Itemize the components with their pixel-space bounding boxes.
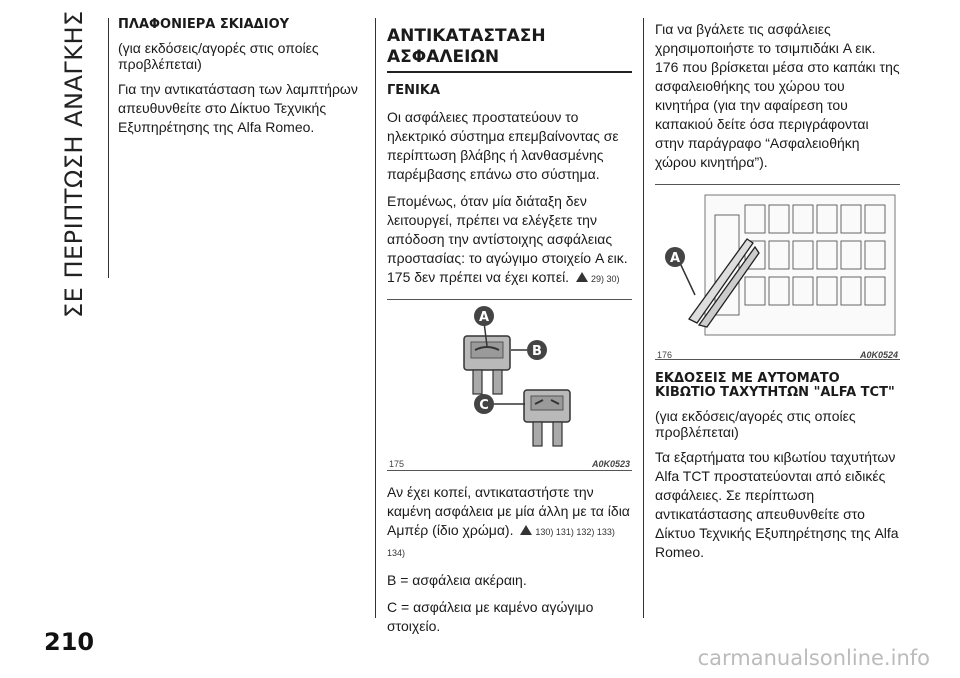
availability-note: (για εκδόσεις/αγορές στις οποίες προβλέπεται) [655, 408, 856, 440]
column-3 [655, 20, 900, 570]
figure-code: A0K0524 [859, 350, 898, 360]
figure-caption [387, 455, 632, 474]
paragraph: Για να βγάλετε τις ασφάλειες χρησιμοποιήστε το τσιμπιδάκι A εικ. 176 που βρίσκεται μέσα στο καπάκι της ασφαλειοθήκης του χώρου του κινητήρα (για την αφαίρεση του καπακιού δείτε όσα περιγράφονται στην παράγραφο “Ασφαλειοθήκη χώρου κινητήρα”). [655, 21, 900, 170]
sidebar-divider [108, 18, 109, 278]
subheading-general: ΓΕΝΙΚΑ [387, 83, 441, 98]
figure-code: A0K0523 [591, 459, 630, 469]
paragraph [387, 192, 632, 289]
paragraph [387, 483, 632, 563]
warning-refs: 29) 30) [590, 274, 620, 284]
availability-note: (για εκδόσεις/αγορές στις οποίες προβλέπεται) [118, 40, 319, 72]
column-divider [643, 18, 644, 618]
warning-icon [520, 525, 532, 535]
column-2 [387, 26, 632, 644]
label-b: B [532, 344, 542, 359]
paragraph-text: Επομένως, όταν μία διάταξη δεν λειτουργεί, πρέπει να ελέγξετε την απόδοση την αντίστοιχης ασφάλειας προστασίας: το αγώγιμο στοιχείο A εικ. 175 δεν πρέπει να έχει κοπεί. [387, 193, 628, 285]
paragraph: Τα εξαρτήματα του κιβωτίου ταχυτήτων Alfa TCT προστατεύονται από ειδικές ασφάλειες. Σε περίπτωση αντικατάστασης απευθυνθείτε στο Δίκτυο Τεχνικής Εξυπηρέτησης της Alfa Romeo. [655, 449, 899, 560]
fuse-box-illustration [655, 185, 900, 341]
label-a: A [478, 310, 490, 325]
paragraph: Οι ασφάλειες προστατεύουν το ηλεκτρικό σύστημα επεμβαίνοντας σε περίπτωση βλάβης ή λανθασμένης παρέμβασης επάνω στο σύστημα. [387, 109, 619, 182]
section-heading-fuse-replacement: ΑΝΤΙΚΑΤΑΣΤΑΣΗ ΑΣΦΑΛΕΙΩΝ [387, 26, 632, 73]
legend-b: B = ασφάλεια ακέραιη. [387, 572, 527, 588]
label-a: A [669, 251, 681, 266]
figure-176 [655, 184, 900, 360]
legend-c: C = ασφάλεια με καμένο αγώγιμο στοιχείο. [387, 599, 594, 634]
heading-sunshade-lamp: ΠΛΑΦΟΝΙΕΡΑ ΣΚΙΑΔΙΟΥ [118, 17, 290, 32]
figure-number: 175 [389, 459, 405, 469]
section-title: ΣΕ ΠΕΡΙΠΤΩΣΗ ΑΝΑΓΚΗΣ [60, 10, 88, 318]
warning-refs: 130) 131) 132) 133) 134) [387, 527, 615, 558]
figure-175 [387, 299, 632, 471]
label-c: C [479, 398, 489, 413]
figure-caption [655, 346, 900, 365]
watermark: carmanualsonline.info [697, 646, 930, 670]
warning-icon [576, 272, 588, 282]
column-divider [375, 18, 376, 618]
figure-number: 176 [657, 350, 673, 360]
paragraph: Για την αντικατάσταση των λαμπτήρων απευθυνθείτε στο Δίκτυο Τεχνικής Εξυπηρέτησης της Alfa Romeo. [118, 81, 358, 135]
paragraph-text: Αν έχει κοπεί, αντικαταστήστε την καμένη ασφάλεια με μία άλλη με τα ίδια Αμπέρ (ίδιο χρώμα). [387, 484, 630, 538]
fuse-illustration [387, 300, 632, 450]
page-number: 210 [44, 628, 95, 656]
column-1 [118, 18, 358, 145]
heading-tct-versions: ΕΚΔΟΣΕΙΣ ΜΕ ΑΥΤΟΜΑΤΟ ΚΙΒΩΤΙΟ ΤΑΧΥΤΗΤΩΝ "ALFA TCT" [655, 371, 895, 400]
